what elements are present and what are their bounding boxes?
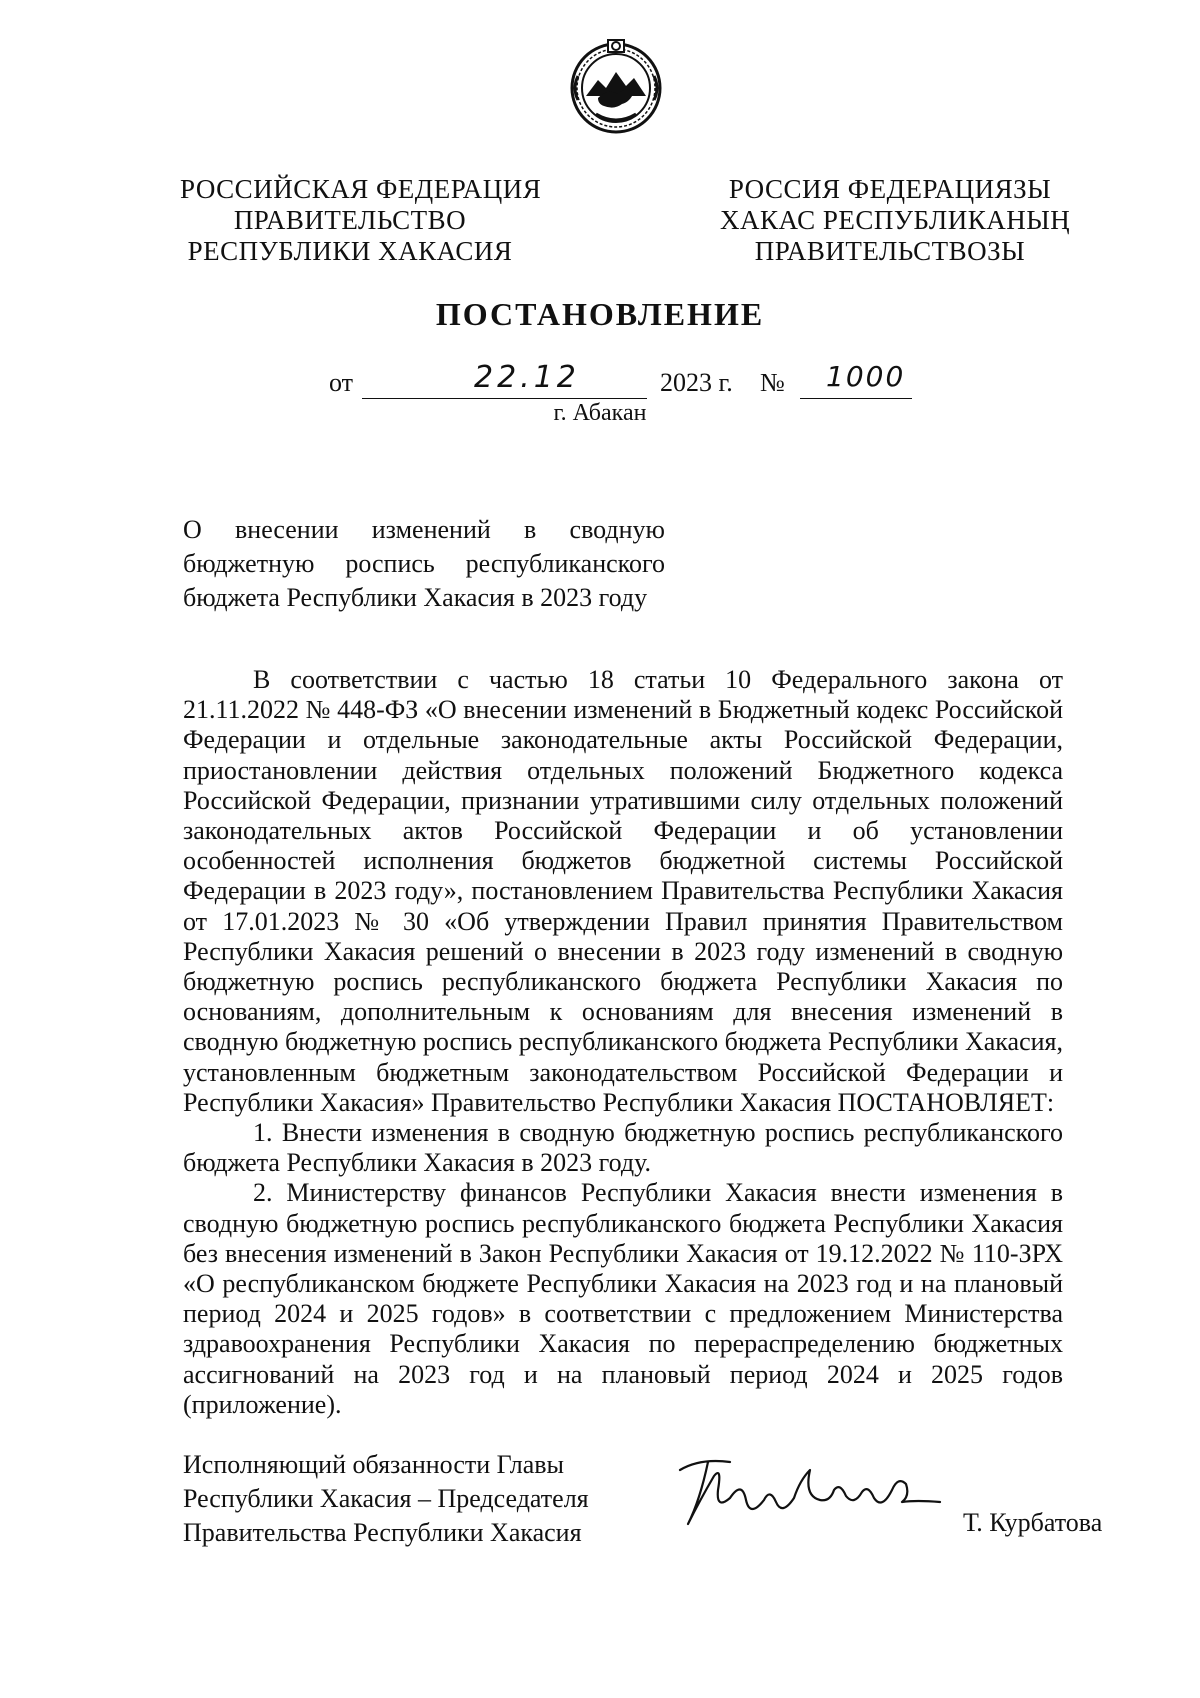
- subject-line: бюджетную роспись республиканского: [183, 549, 665, 578]
- coat-of-arms-icon: [568, 36, 664, 136]
- header-left-line: ПРАВИТЕЛЬСТВО: [233, 205, 467, 235]
- header-left-line: РЕСПУБЛИКИ ХАКАСИЯ: [187, 236, 513, 266]
- document-type-title: ПОСТАНОВЛЕНИЕ: [435, 296, 765, 332]
- date-field: [362, 360, 647, 399]
- header-right-line: ХАКАС РЕСПУБЛИКАНЫҢ: [720, 205, 1071, 235]
- date-from-label: от: [329, 368, 354, 397]
- body-paragraph: 1. Внести изменения в сводную бюджетную роспись республиканского бюджета Республики Хакасия в 2023 году.: [183, 1118, 1063, 1178]
- body-paragraph: В соответствии с частью 18 статьи 10 Федерального закона от 21.11.2022 № 448-ФЗ «О внесении изменений в Бюджетный кодекс Российской Федерации и отдельные законодательные акты Российской Федерации, приостановлении действия отдельных положений Бюджетного кодекса Российской Федерации, признании утратившими силу отдельных положений законодательных актов Российской Федерации и об установлении особенностей исполнения бюджетов бюджетной системы Российской Федерации в 2023 году», постановлением Правительства Республики Хакасия от 17.01.2023 № 30 «Об утверждении Правил принятия Правительством Республики Хакасия решений о внесении в 2023 году изменений в сводную бюджетную роспись республиканского бюджета Республики Хакасия по основаниям, дополнительным к основаниям для внесения изменений в сводную бюджетную роспись республиканского бюджета Республики Хакасия, установленным бюджетным законодательством Российской Федерации и Республики Хакасия» Правительство Республики Хакасия ПОСТАНОВЛЯЕТ:: [183, 665, 1064, 1117]
- header-russian: [180, 174, 542, 267]
- handwritten-number: 1000: [826, 360, 906, 393]
- year-label: 2023 г.: [660, 368, 733, 397]
- body-paragraph: 2. Министерству финансов Республики Хакасия внести изменения в сводную бюджетную роспись республиканского бюджета Республики Хакасия без внесения изменений в Закон Республики Хакасия от 19.12.2022 № 110-ЗРХ «О республиканском бюджете Республики Хакасия на 2023 год и на плановый период 2024 и 2025 годов» в соответствии с предложением Министерства здравоохранения Республики Хакасия по перераспределению бюджетных ассигнований на 2023 год и на плановый период 2024 и 2025 годов (приложение).: [183, 1178, 1063, 1419]
- signatory-title-line: Республики Хакасия – Председателя: [183, 1484, 589, 1513]
- signatory-title: [183, 1448, 623, 1550]
- header-khakas: [720, 174, 1071, 267]
- number-sign: №: [760, 368, 785, 397]
- handwritten-date: 22.12: [474, 360, 580, 395]
- signatory-title-line: Правительства Республики Хакасия: [183, 1518, 582, 1547]
- city-label: г. Абакан: [553, 400, 647, 426]
- document-subject: [183, 513, 665, 615]
- document-body: [183, 665, 1063, 1420]
- number-field: [800, 360, 912, 399]
- header-left-line: РОССИЙСКАЯ ФЕДЕРАЦИЯ: [180, 174, 542, 204]
- subject-line: О внесении изменений в сводную: [183, 515, 665, 544]
- signatory-title-line: Исполняющий обязанности Главы: [183, 1450, 564, 1479]
- handwritten-signature: [670, 1440, 950, 1540]
- signer-name: Т. Курбатова: [963, 1508, 1103, 1537]
- header-right-line: РОССИЯ ФЕДЕРАЦИЯЗЫ: [728, 174, 1052, 204]
- subject-line: бюджета Республики Хакасия в 2023 году: [183, 583, 648, 612]
- header-right-line: ПРАВИТЕЛЬСТВОЗЫ: [754, 236, 1026, 266]
